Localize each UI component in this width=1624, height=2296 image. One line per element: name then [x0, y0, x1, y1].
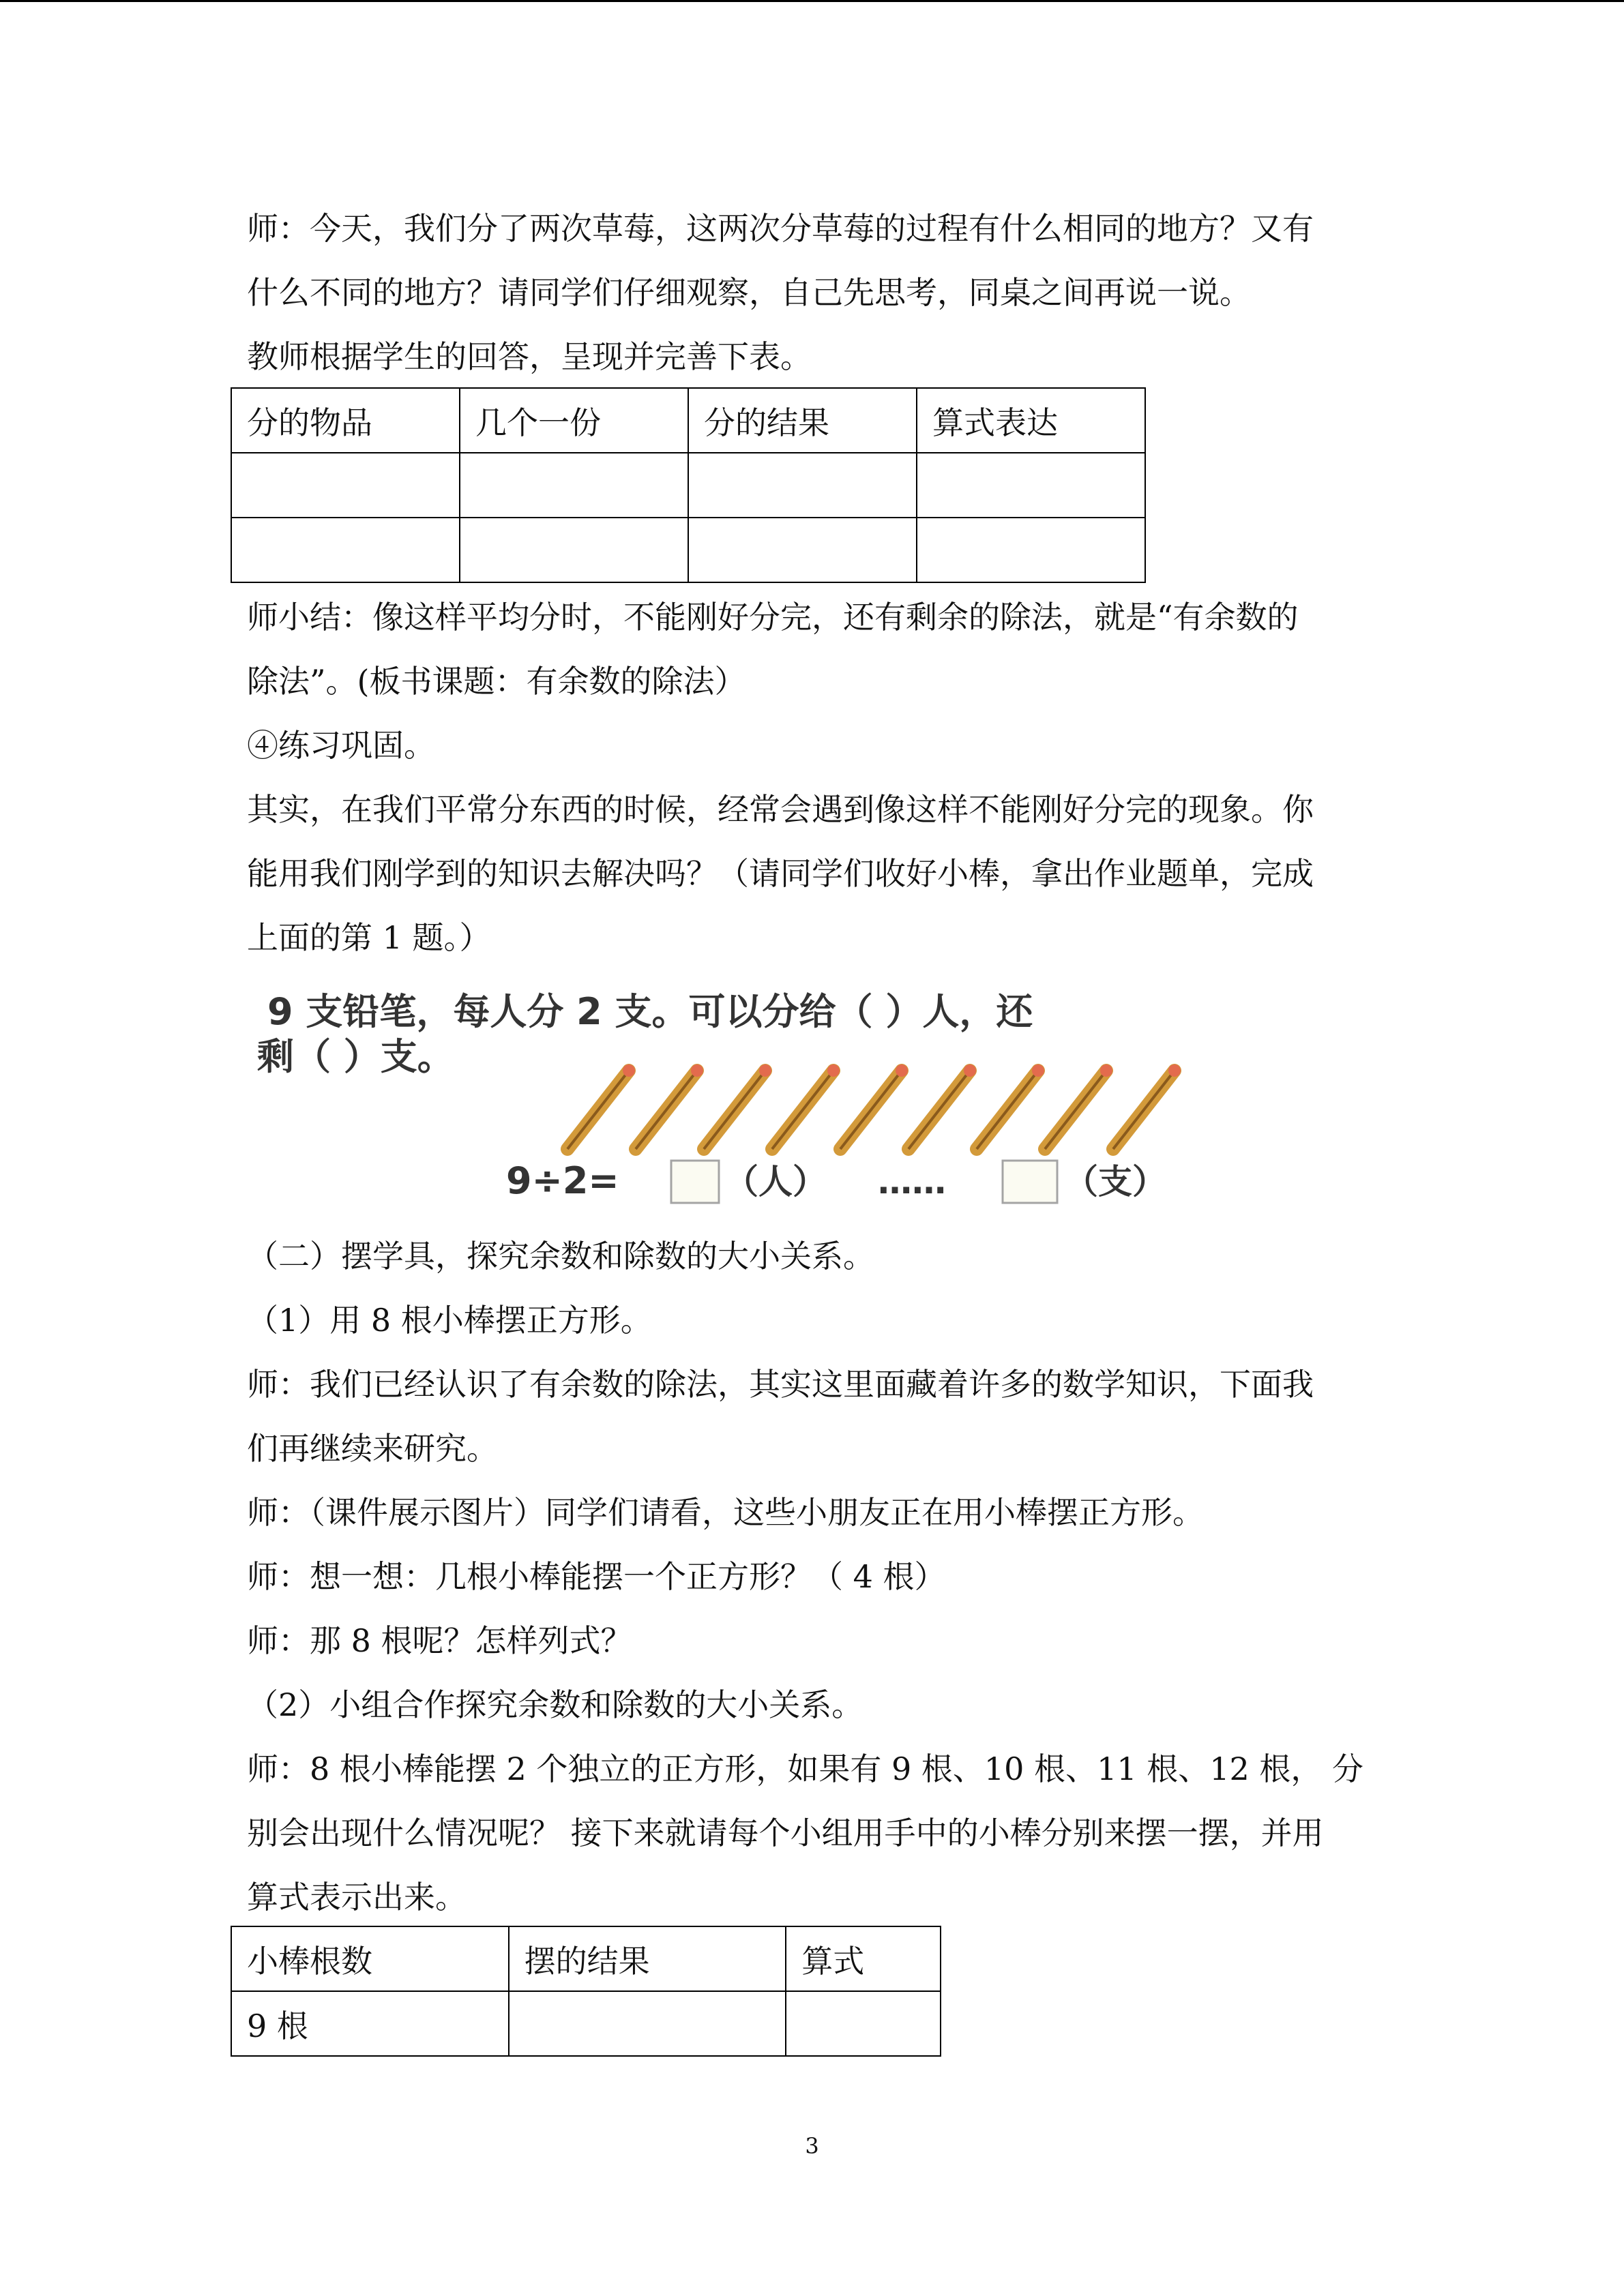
paragraph: 师：我们已经认识了有余数的除法，其实这里面藏着许多的数学知识，下面我 [247, 1366, 1314, 1403]
answer-box-people[interactable] [671, 1161, 719, 1203]
sticks-square-table [231, 1926, 941, 2057]
table-row [231, 518, 1145, 582]
table-cell [460, 518, 688, 582]
table-cell [917, 518, 1145, 582]
division-equation: 9÷2= [506, 1159, 619, 1202]
table-cell [917, 453, 1145, 518]
pencil-eraser [623, 1064, 635, 1077]
paragraph: （二）摆学具，探究余数和除数的大小关系。 [247, 1238, 874, 1274]
table-cell: 9 根 [231, 1991, 509, 2056]
pencil-stripe [772, 1071, 833, 1149]
pencil-eraser [691, 1064, 703, 1077]
pencil-stripe [704, 1071, 765, 1149]
paragraph: （1）用 8 根小棒摆正方形。 [247, 1302, 652, 1339]
table-cell [786, 1991, 941, 2056]
paragraph: 什么不同的地方？请同学们仔细观察，自己先思考，同桌之间再说一说。 [247, 274, 1251, 311]
table-header-cell: 算式 [786, 1926, 941, 1991]
table-header-row [231, 388, 1145, 453]
paragraph: 上面的第 1 题。） [247, 919, 491, 956]
pencil-stripe [636, 1071, 697, 1149]
paragraph: 能用我们刚学到的知识去解决吗？（请同学们收好小棒，拿出作业题单，完成 [247, 855, 1314, 892]
paragraph: 们再继续来研究。 [247, 1430, 498, 1467]
pencil-eraser [1168, 1064, 1181, 1077]
ellipsis-dots: …… [878, 1162, 946, 1202]
unit-people-label: （人） [724, 1162, 827, 1202]
pencil-stripe [909, 1071, 970, 1149]
paragraph: 师：那 8 根呢？怎样列式？ [247, 1622, 632, 1659]
table-header-row [231, 1926, 941, 1991]
pencil-eraser [759, 1064, 771, 1077]
pencil-stripe [840, 1071, 902, 1149]
table-cell [231, 518, 460, 582]
table-header-cell: 分的物品 [231, 388, 460, 453]
pencil-stripe [977, 1071, 1038, 1149]
paragraph: 师：今天，我们分了两次草莓，这两次分草莓的过程有什么相同的地方？又有 [247, 210, 1314, 247]
table-cell [688, 453, 917, 518]
page-top-border [0, 0, 1624, 2]
pencil-stripe [567, 1071, 629, 1149]
table-header-cell: 算式表达 [917, 388, 1145, 453]
pencil-stripe [1045, 1071, 1106, 1149]
pencil-illustration [247, 968, 1434, 1207]
paragraph: （2）小组合作探究余数和除数的大小关系。 [247, 1686, 863, 1723]
strawberry-division-table [231, 387, 1146, 583]
paragraph: 教师根据学生的回答，呈现并完善下表。 [247, 338, 812, 375]
pencil-division-figure [247, 968, 1434, 1207]
table-cell [231, 453, 460, 518]
table-header-cell: 几个一份 [460, 388, 688, 453]
paragraph: 师：8 根小棒能摆 2 个独立的正方形，如果有 9 根、10 根、11 根、12 根， 分 [247, 1750, 1363, 1787]
paragraph: 师小结：像这样平均分时，不能刚好分完，还有剩余的除法，就是“有余数的 [247, 599, 1299, 636]
paragraph: 别会出现什么情况呢？ 接下来就请每个小组用手中的小棒分别来摆一摆，并用 [247, 1815, 1324, 1851]
table-row [231, 1991, 941, 2056]
pencil-stripe [1113, 1071, 1175, 1149]
table-cell [688, 518, 917, 582]
table-row [231, 453, 1145, 518]
pencil-eraser [827, 1064, 840, 1077]
paragraph: 除法”。(板书课题：有余数的除法） [247, 663, 746, 700]
unit-pencils-label: （支） [1064, 1162, 1166, 1202]
answer-box-remainder[interactable] [1003, 1161, 1057, 1203]
problem-line-2: 剩（ ）支。 [257, 1035, 454, 1078]
problem-line-1: 9 支铅笔，每人分 2 支。可以分给（ ）人，还 [267, 990, 1033, 1033]
pencil-eraser [1032, 1064, 1044, 1077]
table-cell [460, 453, 688, 518]
pencil-eraser [896, 1064, 908, 1077]
pencil-group [567, 1064, 1181, 1149]
paragraph: 算式表示出来。 [247, 1879, 467, 1915]
pencil-eraser [1100, 1064, 1112, 1077]
paragraph: 师：（课件展示图片）同学们请看，这些小朋友正在用小棒摆正方形。 [247, 1494, 1204, 1531]
pencil-eraser [964, 1064, 976, 1077]
table-header-cell: 小棒根数 [231, 1926, 509, 1991]
paragraph: ④练习巩固。 [247, 727, 435, 764]
table-cell [509, 1991, 786, 2056]
table-header-cell: 分的结果 [688, 388, 917, 453]
page-number: 3 [805, 2133, 819, 2159]
paragraph: 其实，在我们平常分东西的时候，经常会遇到像这样不能刚好分完的现象。你 [247, 791, 1314, 828]
table-header-cell: 摆的结果 [509, 1926, 786, 1991]
paragraph: 师：想一想：几根小棒能摆一个正方形？（ 4 根） [247, 1558, 946, 1595]
